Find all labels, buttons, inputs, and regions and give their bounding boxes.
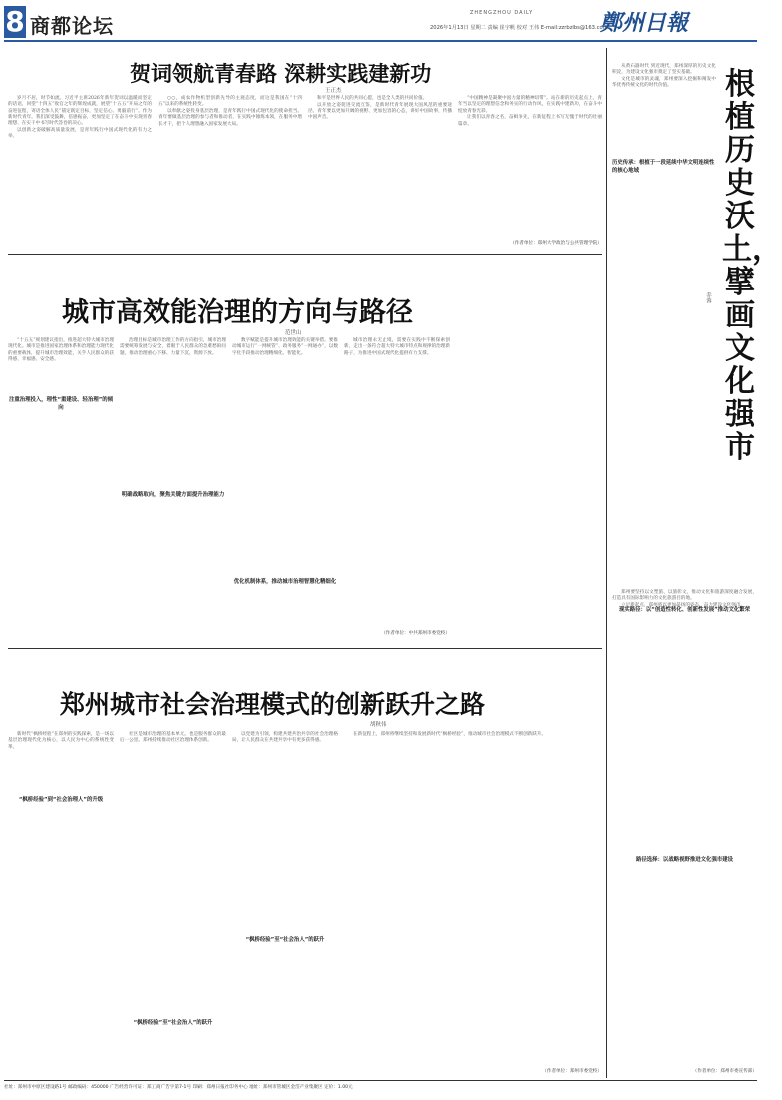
article2-subheading-2: 明确战略取向，聚焦关键方面提升治理能力 bbox=[121, 492, 225, 498]
article3-author: 胡秋伟 bbox=[370, 722, 387, 728]
article3-subheading-2: “枫桥经验”至“社会治人”的跃升 bbox=[245, 937, 325, 943]
article3-column-1 bbox=[8, 732, 114, 1077]
article1-title: 贺词领航青春路 深耕实践建新功 bbox=[130, 62, 432, 86]
article1-paragraph: 和平是世界人民的共同心愿，也是全人类的共同价值。 bbox=[317, 96, 428, 101]
article1-author-note: （作者单位：郑州大学政治与公共管理学院） bbox=[510, 241, 602, 246]
article1-paragraph: 以创新之姿破解高质量发展，是青年践行中国式现代化的有力之举。 bbox=[8, 127, 152, 140]
article4-subheading-1: 历史传承：根植于一段延续中华文明连续性的核心地域 bbox=[612, 160, 715, 174]
article4-column-2 bbox=[612, 590, 757, 1060]
article2-subheading-1: 注重治理投入，理性“重建设、轻治理”的倾向 bbox=[8, 397, 114, 411]
article4-paragraph: 郑州要坚持以文塑旅、以旅彰文，推动文化和旅游深度融合发展，打造具有国际影响力的文化旅游目的地。 bbox=[612, 590, 757, 602]
article1-author: 王正杰 bbox=[325, 88, 342, 94]
article1-column-3 bbox=[308, 96, 452, 248]
article3-subheading-1: “枫桥经验”到“社会治理人”的升级 bbox=[18, 797, 104, 803]
page-number: 8 bbox=[5, 5, 25, 38]
article1-column-1 bbox=[8, 96, 152, 248]
issue-meta: 2026年1月13日 星期二 责编 崔宇帆 校对 王伟 E-mail:zzrbzlbs@163.com bbox=[430, 25, 608, 31]
article2-paragraph: 治理目标是城市治理工作的方向指引，城市治理需要统筹发展与安全，着眼于人民群众的急难愁盼问题，推动治理重心下移、力量下沉、资源下放。 bbox=[120, 338, 226, 356]
article2-subheading-3: 优化机制体系，推动城市治理智慧化精细化 bbox=[233, 579, 337, 585]
article2-column-1 bbox=[8, 338, 114, 638]
article4-title: 根植历史沃土，擘画文化强市 bbox=[722, 67, 782, 465]
article1-paragraph: ○○，成农作物机型创新先导的主观态度，而这是我国在“十四五”以来的系统性转变。 bbox=[158, 96, 302, 108]
article4-author: 乔蓉 bbox=[705, 292, 711, 303]
article4-paragraph: 文化是城市的灵魂，郑州要深入挖掘和阐发中华优秀传统文化的时代价值。 bbox=[612, 77, 716, 89]
article3-paragraph: 新时代“枫桥经验”在郑州的实践探索，是一场以基层治理现代化为核心，以人民为中心的系统性变革。 bbox=[8, 732, 114, 750]
article2-author-note: （作者单位：中共郑州市委党校） bbox=[381, 631, 450, 636]
footer-rule bbox=[4, 1080, 757, 1081]
article4-author-note: （作者单位：郑州市委宣传部） bbox=[692, 1069, 757, 1074]
article3-column-4 bbox=[344, 732, 602, 1062]
article1-paragraph: 以开放之姿促进交流互鉴，是新时代青年展现大国风范的重要途径。青年要以更加开阔的视野、更加包容的心态，讲好中国故事，传播中国声音。 bbox=[308, 102, 452, 121]
article1-paragraph: 让我们以青春之名，奋楫争先，在新征程上书写无愧于时代的壮丽篇章。 bbox=[458, 115, 602, 127]
article3-paragraph: 社区是城市治理的基本单元，也是服务群众的最后一公里。郑州持续推动社区治理体系创新。 bbox=[120, 732, 226, 744]
article1-column-4 bbox=[458, 96, 602, 236]
section-title: 商都论坛 bbox=[30, 14, 114, 38]
article4-subheading-2: 现实路径：以“创造性转化、创新性发展”推动文化繁荣 bbox=[618, 607, 751, 613]
article3-paragraph: 在新征程上，郑州将继续坚持和发展新时代“枫桥经验”，推动城市社会治理模式不断创新跃升。 bbox=[353, 732, 547, 737]
article1-paragraph: “中国精神是凝聚中国力量的精神纽带”。站在新的历史起点上，青年当以坚定的理想信念和务实的行动作风，在实践中建新功，在奋斗中绽放青春光彩。 bbox=[458, 96, 602, 114]
article2-author: 范世山 bbox=[285, 330, 302, 336]
article1-paragraph: 岁月不居，时节如流。习近平主席2026年新年贺词以温暖而坚定的话语，回望“十四五”收官之年的辉煌成就，展望“十五五”开局之年的奋进征程，寄语全体人民“锚定既定目标，坚定信心、勇毅前行”。作为新时代青年，我们深受鼓舞，倍感振奋，更加坚定了在奋斗中实现青春理想、在实干中书写时代答卷的决心。 bbox=[8, 96, 152, 127]
article2-title: 城市高效能治理的方向与路径 bbox=[62, 297, 413, 328]
article3-subheading-3: “枫桥经验”至“社会治人”的跃升 bbox=[133, 1020, 213, 1026]
article4-subheading-3: 路径选择：以战略视野推进文化强市建设 bbox=[635, 857, 734, 863]
divider bbox=[8, 254, 602, 255]
article4-paragraph: 从黄石器时代 到近现代，郑州深厚的历史文化积淀，为建设文化强市奠定了坚实基础。 bbox=[612, 64, 716, 76]
article3-author-note: （作者单位：郑州市委党校） bbox=[542, 1069, 602, 1074]
column-divider bbox=[606, 48, 607, 1078]
article2-column-2 bbox=[120, 338, 226, 638]
article2-paragraph: 城市治理永无止境，需要在实践中不断探索创新，走出一条符合超大特大城市特点和规律的治理新路子，为推进中国式现代化提供有力支撑。 bbox=[344, 338, 450, 356]
article2-column-4 bbox=[344, 338, 450, 628]
article3-paragraph: 以党建为引领，构建共建共治共享的社会治理格局，让人民群众在共建共享中有更多获得感。 bbox=[232, 732, 338, 744]
article1-column-2 bbox=[158, 96, 302, 248]
article3-title: 郑州城市社会治理模式的创新跃升之路 bbox=[60, 690, 486, 719]
article2-paragraph: 数字赋能是提升城市治理效能的关键举措。要推动城市运行“一网统管”、政务服务“一网通办”，以数字化手段推动治理精细化、智能化。 bbox=[232, 338, 338, 356]
article1-paragraph: 以奉献之姿投身基层治理，是青年践行中国式现代化的使命担当。青年要做基层治理的参与者和推动者，在实践中锤炼本领，在服务中增长才干，把个人理想融入国家发展大局。 bbox=[158, 109, 302, 127]
article2-column-3 bbox=[232, 338, 338, 638]
header-rule bbox=[4, 40, 757, 42]
article2-paragraph: “十五五”规划建议指出，推进超大特大城市治理现代化。城市是推进国家治理体系和治理能力现代化的重要载体，提升城市治理效能，关乎人民群众的获得感、幸福感、安全感。 bbox=[8, 338, 114, 362]
divider bbox=[8, 648, 602, 649]
article4-column-1 bbox=[612, 64, 716, 584]
newspaper-english-name: ZHENGZHOU DAILY bbox=[470, 10, 534, 16]
article3-column-3 bbox=[232, 732, 338, 1077]
newspaper-logo: 鄭州日報 bbox=[600, 10, 689, 36]
article4-paragraph: 立足新起点，郑州将以更加昂扬的姿态，奋力建设文化强市。 bbox=[621, 603, 746, 609]
footer-info: 社址：郑州市中原区建设路1号 邮政编码：450000 广告经营许可证：郑工商广告字第7-1号 印刷：郑州日报社印务中心 地址：郑州市管城区金岱产业集聚区 定价：1.00元 bbox=[4, 1085, 353, 1090]
